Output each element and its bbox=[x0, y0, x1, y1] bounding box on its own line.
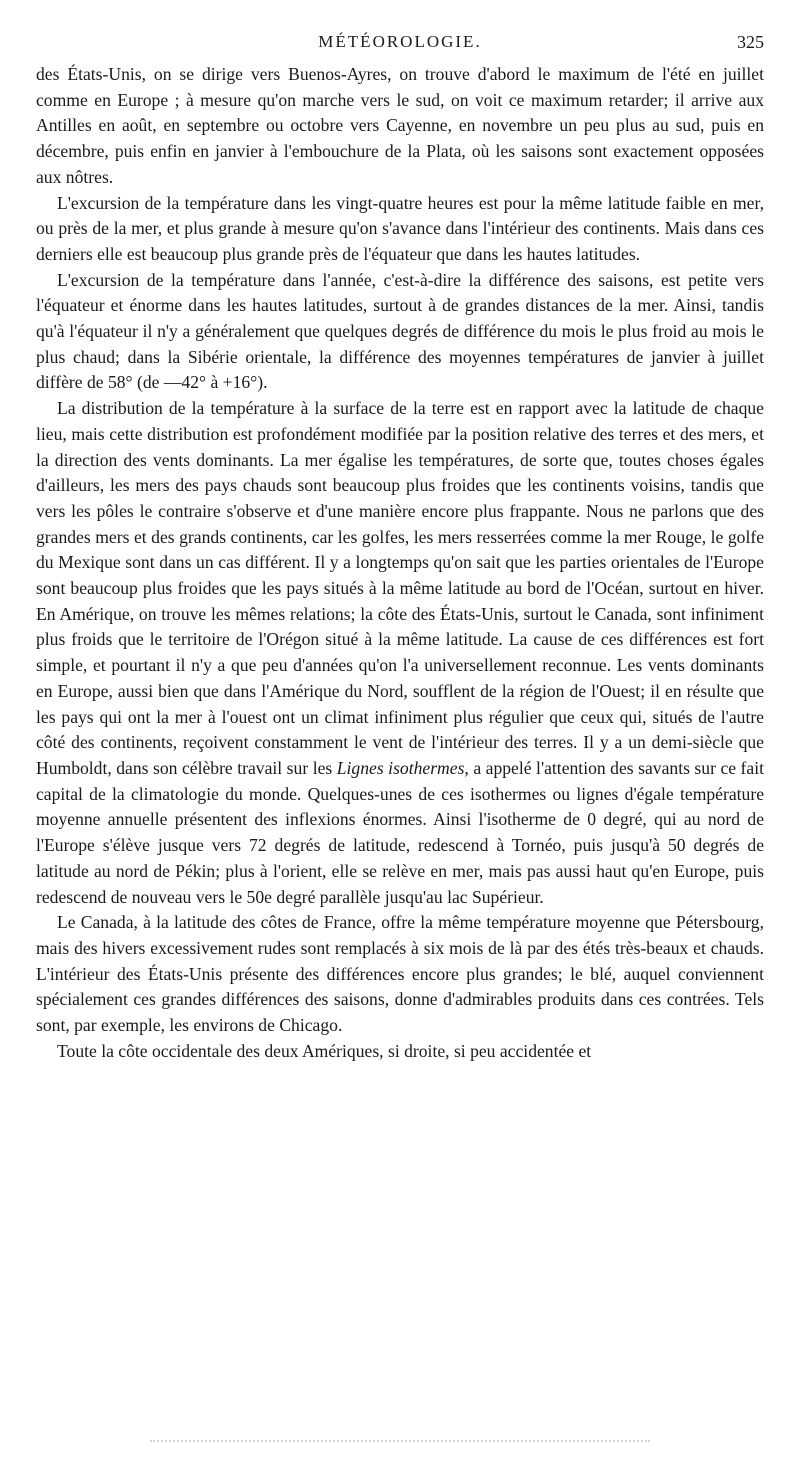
paragraph-4-part-1: La distribution de la température à la surface de la terre est en rapport avec la latitude de chaque lieu, mais cette distribution est profondément modifiée par la position relative des terres et des mers, et la direction des vents dominants. La mer égalise les températures, de sorte que, toutes choses égales d'ailleurs, les mers des pays chauds sont beaucoup plus froides que les continents voisins, tandis que vers les pôles le contraire s'observe et d'une manière encore plus frappante. Nous ne parlons que des grandes mers et des grands continents, car les golfes, les mers resserrées comme la mer Rouge, le golfe du Mexique sont dans un cas différent. Il y a longtemps qu'on sait que les parties orientales de l'Europe sont beaucoup plus froides que les pays situés à la même latitude au bord de l'Océan, surtout en hiver. En Amérique, on trouve les mêmes relations; la côte des États-Unis, surtout le Canada, sont infiniment plus froids que le territoire de l'Orégon situé à la même latitude. La cause de ces différences est fort simple, et pourtant il n'y a que peu d'années qu'on l'a universellement reconnue. Les vents dominants en Europe, aussi bien que dans l'Amérique du Nord, soufflent de la région de l'Ouest; il en résulte que les pays qui ont la mer à l'ouest ont un climat infiniment plus régulier que ceux qui, situés de l'autre côté des continents, reçoivent constamment le vent de l'intérieur des terres. Il y a un demi-siècle que Humboldt, dans son célèbre travail sur les bbox=[36, 398, 764, 778]
paragraph-2: L'excursion de la température dans les vingt-quatre heures est pour la même latitude faible en mer, ou près de la mer, et plus grande à mesure qu'on s'avance dans l'intérieur des continents. Mais dans ces derniers elle est beaucoup plus grande près de l'équateur que dans les hautes latitudes. bbox=[36, 192, 764, 264]
paragraph-4-part-2: , a appelé l'attention des savants sur ce fait capital de la climatologie du monde. Quelques-unes de ces isothermes ou lignes d'égale température moyenne annuelle présentent des inflexions énormes. Ainsi l'isotherme de 0 degré, qui au nord de l'Europe s'élève jusque vers 72 degrés de latitude, redescend à Tornéo, puis jusqu'à 50 degrés de latitude au nord de Pékin; plus à l'orient, elle se relève en mer, mais pas aussi haut qu'en Europe, puis redescend de nouveau vers le 50e degré parallèle jusqu'au lac Supérieur. bbox=[36, 757, 765, 907]
body-text bbox=[36, 62, 764, 1064]
document-page bbox=[36, 28, 764, 1064]
paragraph-6: Toute la côte occidentale des deux Amériques, si droite, si peu accidentée et bbox=[57, 1040, 592, 1061]
paragraph-4 bbox=[36, 396, 764, 910]
running-title: MÉTÉOROLOGIE. bbox=[318, 32, 482, 51]
paragraph-3: L'excursion de la température dans l'année, c'est-à-dire la différence des saisons, est petite vers l'équateur et énorme dans les hautes latitudes, surtout à de grandes distances de la mer. Ainsi, tandis qu'à l'équateur il n'y a généralement que quelques degrés de différence du mois le plus froid au mois le plus chaud; dans la Sibérie orientale, la différence des moyennes températures de janvier à juillet diffère de 58° (de —42° à +16°). bbox=[36, 269, 764, 393]
page-number: 325 bbox=[737, 32, 764, 52]
paragraph-1: des États-Unis, on se dirige vers Buenos-Ayres, on trouve d'abord le maximum de l'été en juillet comme en Europe ; à mesure qu'on marche vers le sud, on voit ce maximum retarder; il arrive aux Antilles en août, en septembre ou octobre vers Cayenne, en novembre un peu plus au sud, puis en décembre, puis enfin en janvier à l'embouchure de la Plata, où les saisons sont exactement opposées aux nôtres. bbox=[36, 64, 764, 187]
book-title-italic: Lignes isothermes bbox=[336, 757, 465, 778]
running-header bbox=[36, 28, 764, 62]
bleed-through-marks bbox=[150, 1440, 650, 1446]
paragraph-5: Le Canada, à la latitude des côtes de France, offre la même température moyenne que Pétersbourg, mais des hivers excessivement rudes sont remplacés à six mois de là par des étés très-beaux et chauds. L'intérieur des États-Unis présente des différences encore plus grandes; le blé, auquel conviennent spécialement ces grandes différences des saisons, donne d'admirables produits dans ces contrées. Tels sont, par exemple, les environs de Chicago. bbox=[36, 912, 764, 1036]
